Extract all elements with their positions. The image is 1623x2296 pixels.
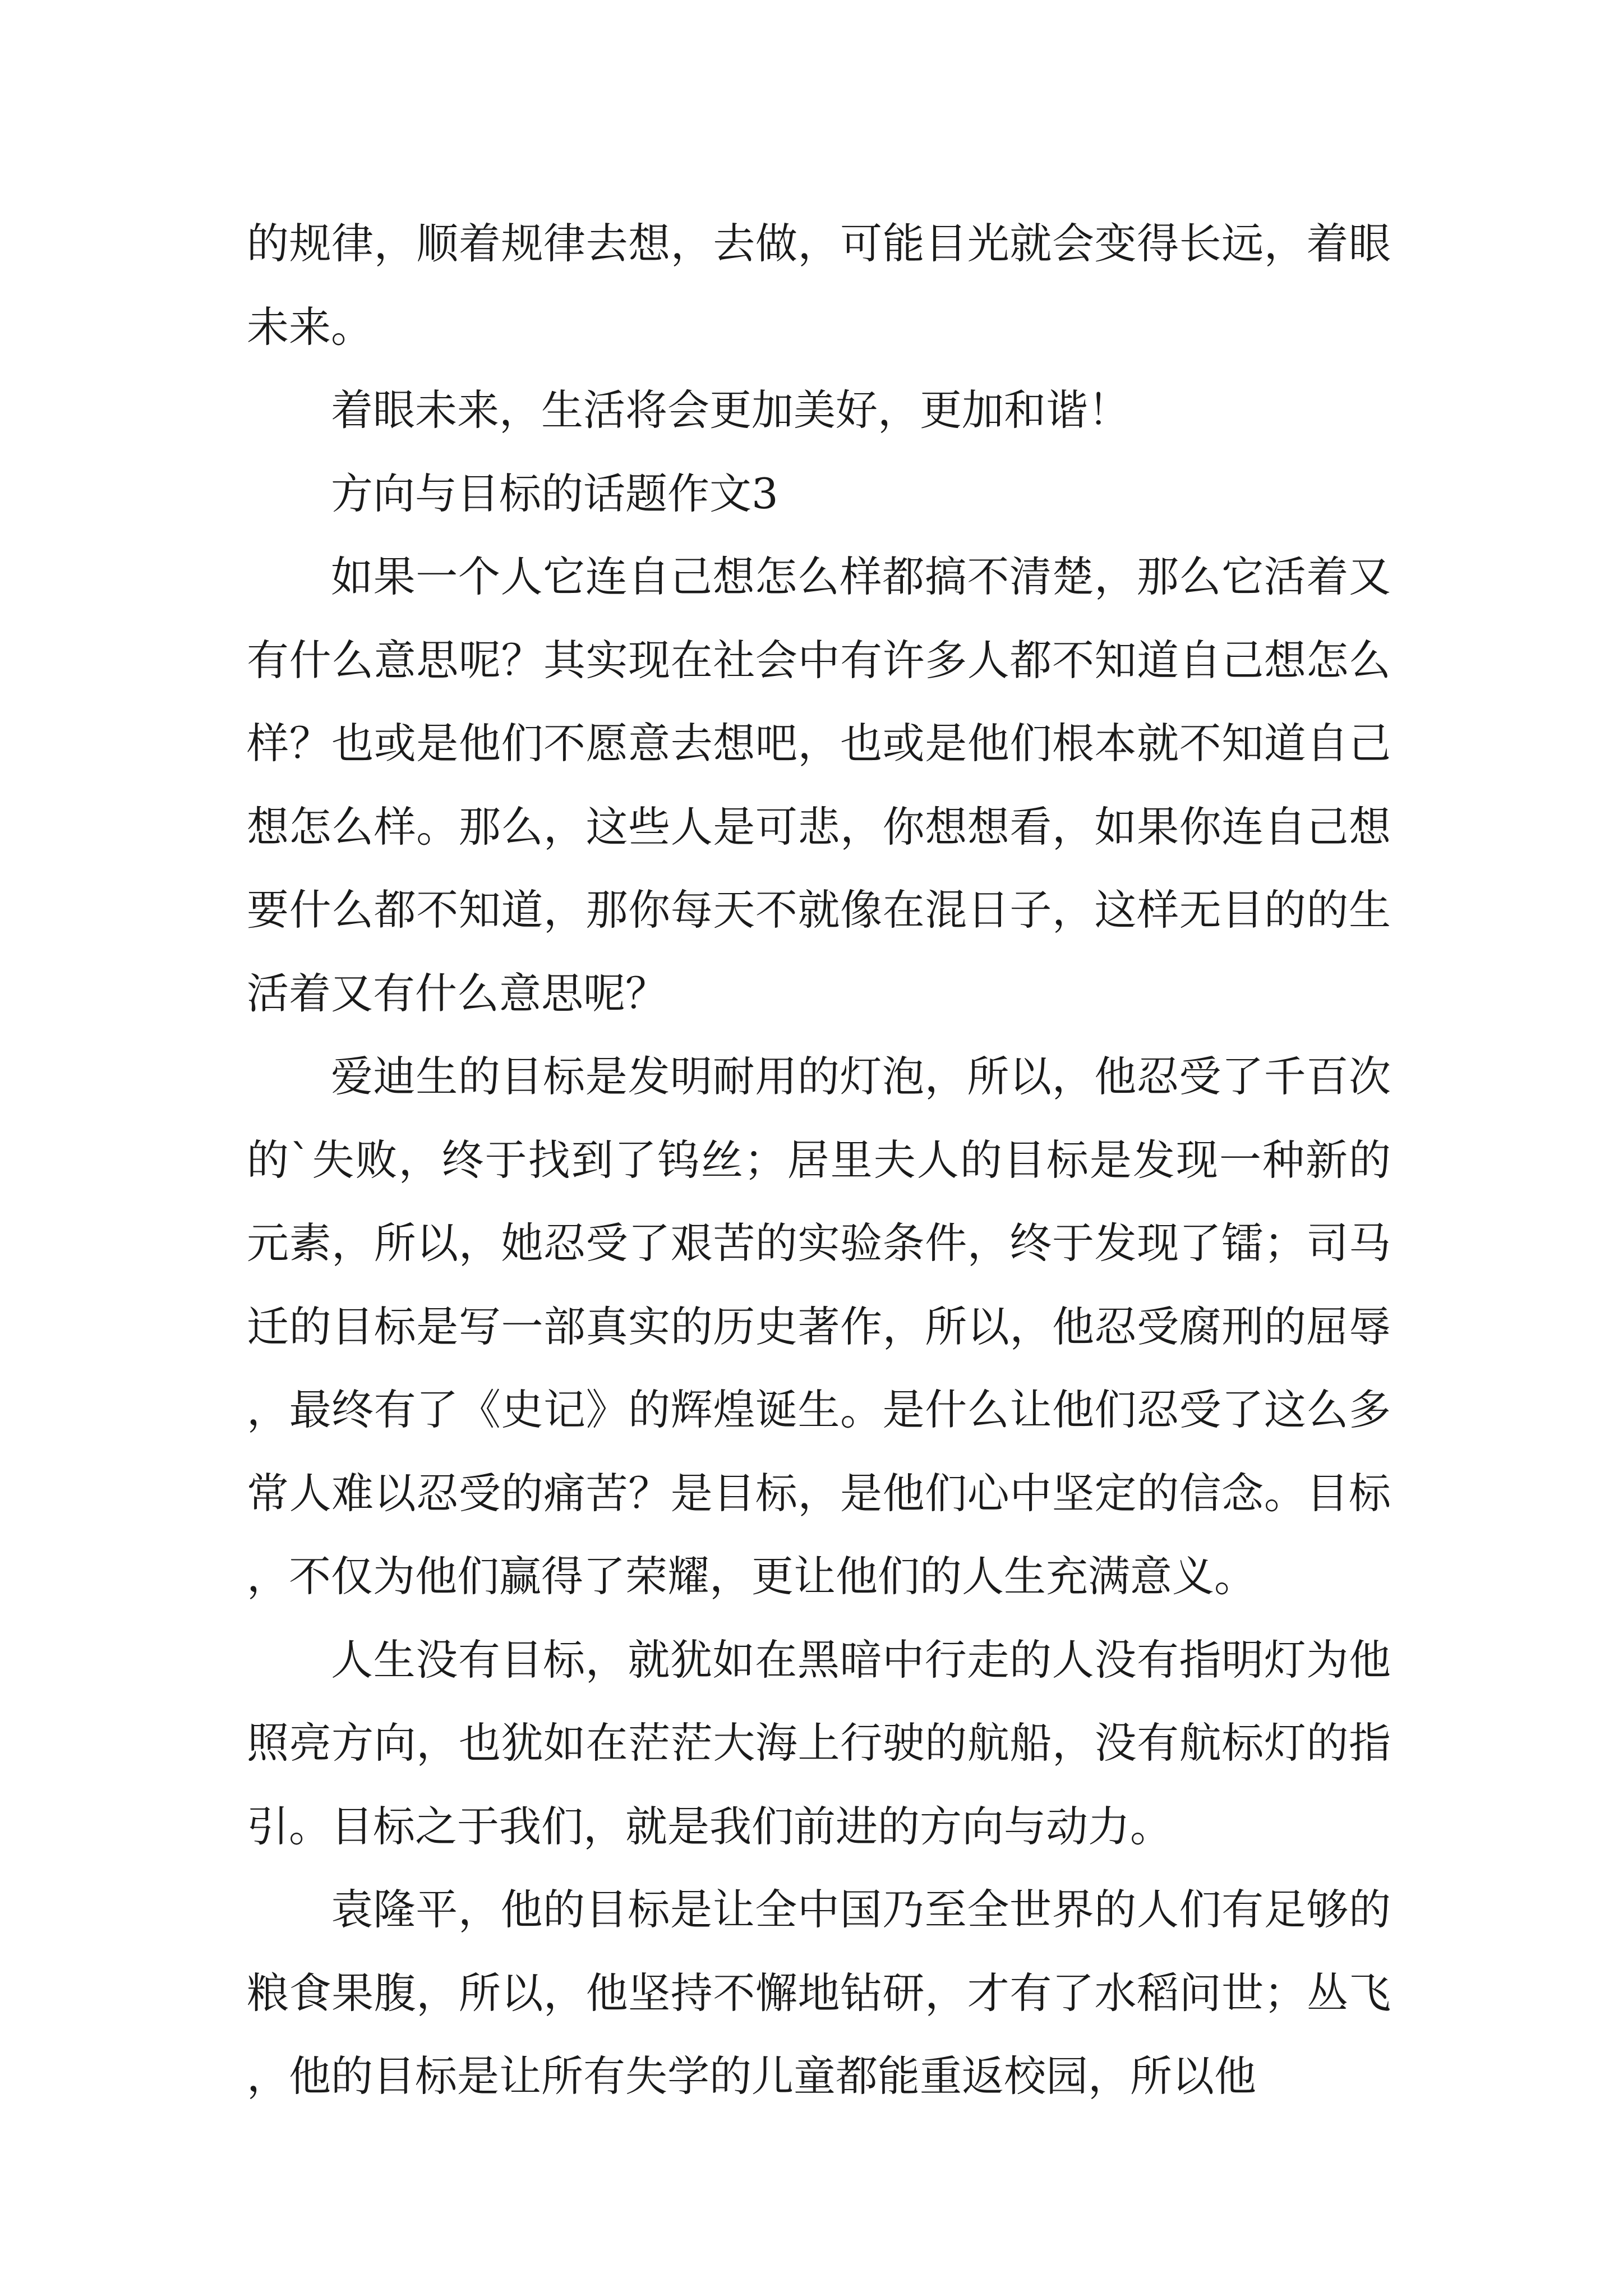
paragraph: 着眼未来，生活将会更加美好，更加和谐！ — [331, 385, 1131, 435]
paragraph: 如果一个人它连自己想怎么样都搞不清楚，那么它活着又有什么意思呢？其实现在社会中有许多人都不知道自己想怎么样？也或是他们不愿意去想吧，也或是他们根本就不知道自己想怎么样。那么，这些人是可悲，你想想看，如果你连自己想要什么都不知道，那你每天不就像在混日子，这样无目的的生活着又有什么意思呢？ — [247, 552, 1391, 1018]
paragraph: 爱迪生的目标是发明耐用的灯泡，所以，他忍受了千百次的`失败，终于找到了钨丝；居里夫人的目标是发现一种新的元素，所以，她忍受了艰苦的实验条件，终于发现了镭；司马迁的目标是写一部真实的历史著作，所以，他忍受腐刑的屈辱，最终有了《史记》的辉煌诞生。是什么让他们忍受了这么多常人难以忍受的痛苦？是目标，是他们心中坚定的信念。目标，不仅为他们赢得了荣耀，更让他们的人生充满意义。 — [247, 1052, 1391, 1601]
section-heading: 方向与目标的话题作文3 — [331, 468, 778, 518]
paragraph-continuation: 的规律，顺着规律去想，去做，可能目光就会变得长远，着眼未来。 — [247, 219, 1391, 352]
essay-body — [247, 202, 1391, 2118]
paragraph: 人生没有目标，就犹如在黑暗中行走的人没有指明灯为他照亮方向，也犹如在茫茫大海上行驶的航船，没有航标灯的指引。目标之于我们，就是我们前进的方向与动力。 — [247, 1635, 1391, 1851]
paragraph: 袁隆平，他的目标是让全中国乃至全世界的人们有足够的粮食果腹，所以，他坚持不懈地钻研，才有了水稻问世；丛飞，他的目标是让所有失学的儿童都能重返校园，所以他 — [247, 1885, 1391, 2101]
